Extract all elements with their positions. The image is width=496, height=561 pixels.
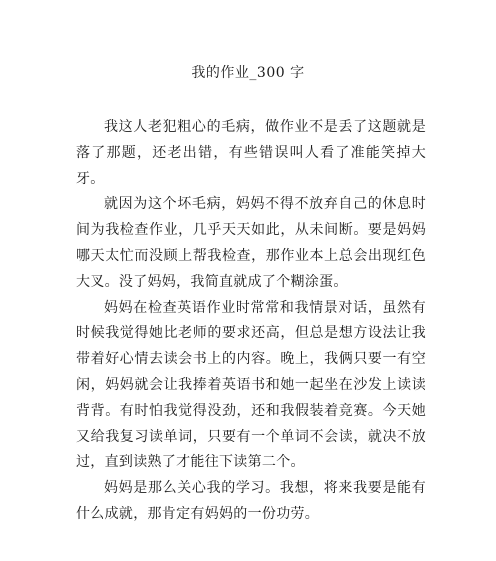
paragraph-2: 就因为这个坏毛病，妈妈不得不放弃自己的休息时间为我检查作业，几乎天天如此，从未间断。要是妈妈哪天太忙而没顾上帮我检查，那作业本上总会出现红色大叉。没了妈妈，我简直就成了个糊涂蛋。	[76, 196, 426, 290]
paragraph-4: 妈妈是那么关心我的学习。我想，将来我要是能有什么成就，那肯定有妈妈的一份功劳。	[76, 480, 426, 522]
document-title: 我的作业_300 字	[191, 65, 305, 81]
paragraph-3: 妈妈在检查英语作业时常常和我情景对话，虽然有时候我觉得她比老师的要求还高，但总是想方设法让我带着好心情去读会书上的内容。晚上，我俩只要一有空闲，妈妈就会让我捧着英语书和她一起坐在沙发上读读背背。有时怕我觉得没劲，还和我假装着竞赛。今天她又给我复习读单词，只要有一个单词不会读，就决不放过，直到读熟了才能往下读第二个。	[76, 299, 426, 471]
document-body	[76, 115, 426, 528]
paragraph-1: 我这人老犯粗心的毛病，做作业不是丢了这题就是落了那题，还老出错，有些错误叫人看了准能笑掉大牙。	[76, 119, 426, 187]
